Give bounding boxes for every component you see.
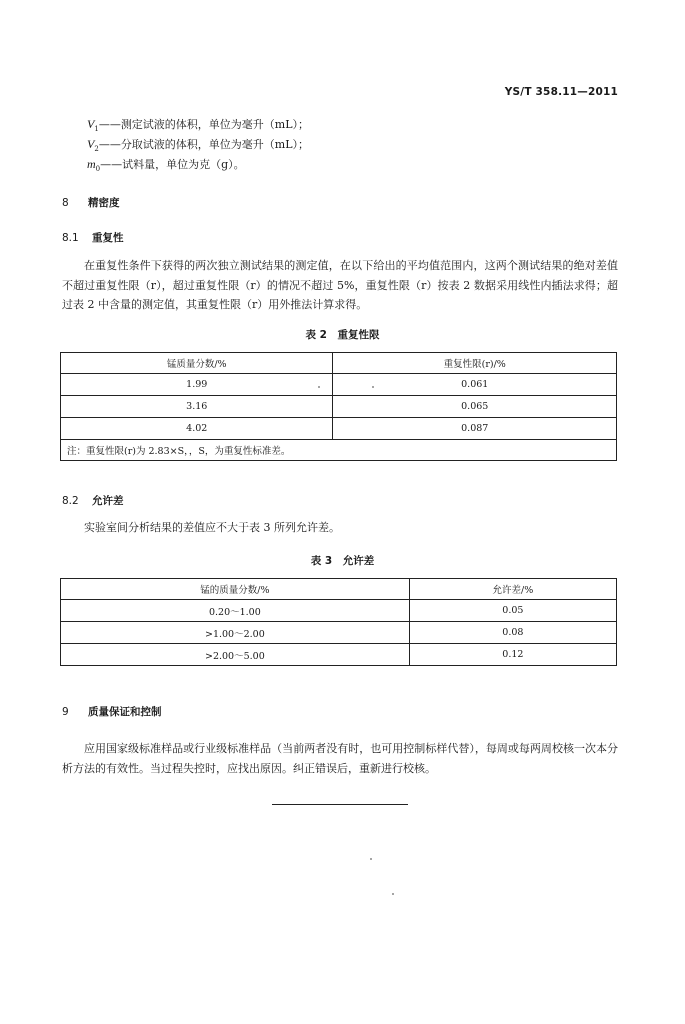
- table-note: 注：重复性限(r)为 2.83×S，，S，为重复性标准差。: [61, 440, 617, 461]
- variable-definition-m0: [87, 156, 245, 173]
- section-8-1-paragraph: 在重复性条件下获得的两次独立测试结果的测定值，在以下给出的平均值范围内，这两个测试结果的绝对差值不超过重复性限（r），超过重复性限（r）的情况不超过 5%，重复性限（r）按表 2 数据采用线性内插法求得；超过表 2 中含量的测定值，其重复性限（r）用外推法计算求得。: [62, 259, 618, 311]
- table-header-cell: 允许差/%: [409, 579, 616, 600]
- section-8-2-paragraph: 实验室间分析结果的差值应不大于表 3 所列允许差。: [84, 521, 340, 534]
- table-row: [61, 396, 617, 418]
- table-row: [61, 622, 617, 644]
- variable-text: ——测定试液的体积，单位为毫升（mL）；: [98, 118, 310, 131]
- section-number: 8.2: [62, 495, 79, 507]
- variable-definition-v2: [87, 136, 309, 153]
- section-8-2-heading: [62, 493, 124, 508]
- table-2: [60, 352, 617, 461]
- table-cell: 0.05: [409, 600, 616, 622]
- table-cell: 0.065: [333, 396, 617, 418]
- variable-symbol: V: [87, 137, 95, 151]
- section-title: 质量保证和控制: [88, 706, 162, 718]
- variable-subscript: 1: [94, 125, 99, 134]
- table-cell: >1.00～2.00: [61, 622, 410, 644]
- table-row: [61, 418, 617, 440]
- section-8-1-heading: [62, 230, 124, 245]
- table-2-caption: 表 2 重复性限: [305, 329, 380, 341]
- section-title: 重复性: [92, 232, 124, 244]
- table-cell: 3.16: [61, 396, 333, 418]
- variable-definition-v1: [87, 116, 309, 133]
- table-cell: 0.087: [333, 418, 617, 440]
- section-number: 8.1: [62, 232, 79, 244]
- table-cell: 0.12: [409, 644, 616, 666]
- variable-symbol: m: [87, 157, 96, 171]
- table-cell: 0.08: [409, 622, 616, 644]
- table-3-caption: 表 3 允许差: [310, 555, 375, 567]
- section-9-heading: [62, 704, 162, 719]
- scan-speck: [372, 386, 374, 388]
- table-row: [61, 600, 617, 622]
- variable-text: ——试料量，单位为克（g）。: [100, 158, 245, 171]
- table-header-row: [61, 353, 617, 374]
- variable-text: ——分取试液的体积，单位为毫升（mL）；: [98, 138, 310, 151]
- table-note-row: [61, 440, 617, 461]
- section-9-paragraph: 应用国家级标准样品或行业级标准样品（当前两者没有时，也可用控制标样代替），每周或每两周校核一次本分析方法的有效性。当过程失控时，应找出原因。纠正错误后，重新进行校核。: [62, 742, 618, 775]
- section-number: 9: [62, 706, 69, 718]
- table-row: [61, 644, 617, 666]
- table-cell: 1.99: [61, 374, 333, 396]
- variable-subscript: 2: [94, 145, 99, 154]
- table-cell: 0.20～1.00: [61, 600, 410, 622]
- end-rule-divider: [272, 804, 408, 805]
- scan-speck: [318, 386, 320, 388]
- table-header-cell: 重复性限(r)/%: [333, 353, 617, 374]
- section-8-heading: [62, 195, 120, 210]
- section-title: 精密度: [88, 197, 120, 209]
- table-header-cell: 锰质量分数/%: [61, 353, 333, 374]
- scan-speck: [392, 893, 394, 895]
- table-cell: 4.02: [61, 418, 333, 440]
- variable-symbol: V: [87, 117, 95, 131]
- table-row: [61, 374, 617, 396]
- table-3: [60, 578, 617, 666]
- scan-speck: [370, 858, 372, 860]
- table-cell: >2.00～5.00: [61, 644, 410, 666]
- variable-subscript: 0: [95, 165, 101, 174]
- section-number: 8: [62, 197, 69, 209]
- table-header-row: [61, 579, 617, 600]
- table-header-cell: 锰的质量分数/%: [61, 579, 410, 600]
- section-title: 允许差: [92, 495, 124, 507]
- table-cell: 0.061: [333, 374, 617, 396]
- standard-code: YS/T 358.11—2011: [504, 86, 618, 98]
